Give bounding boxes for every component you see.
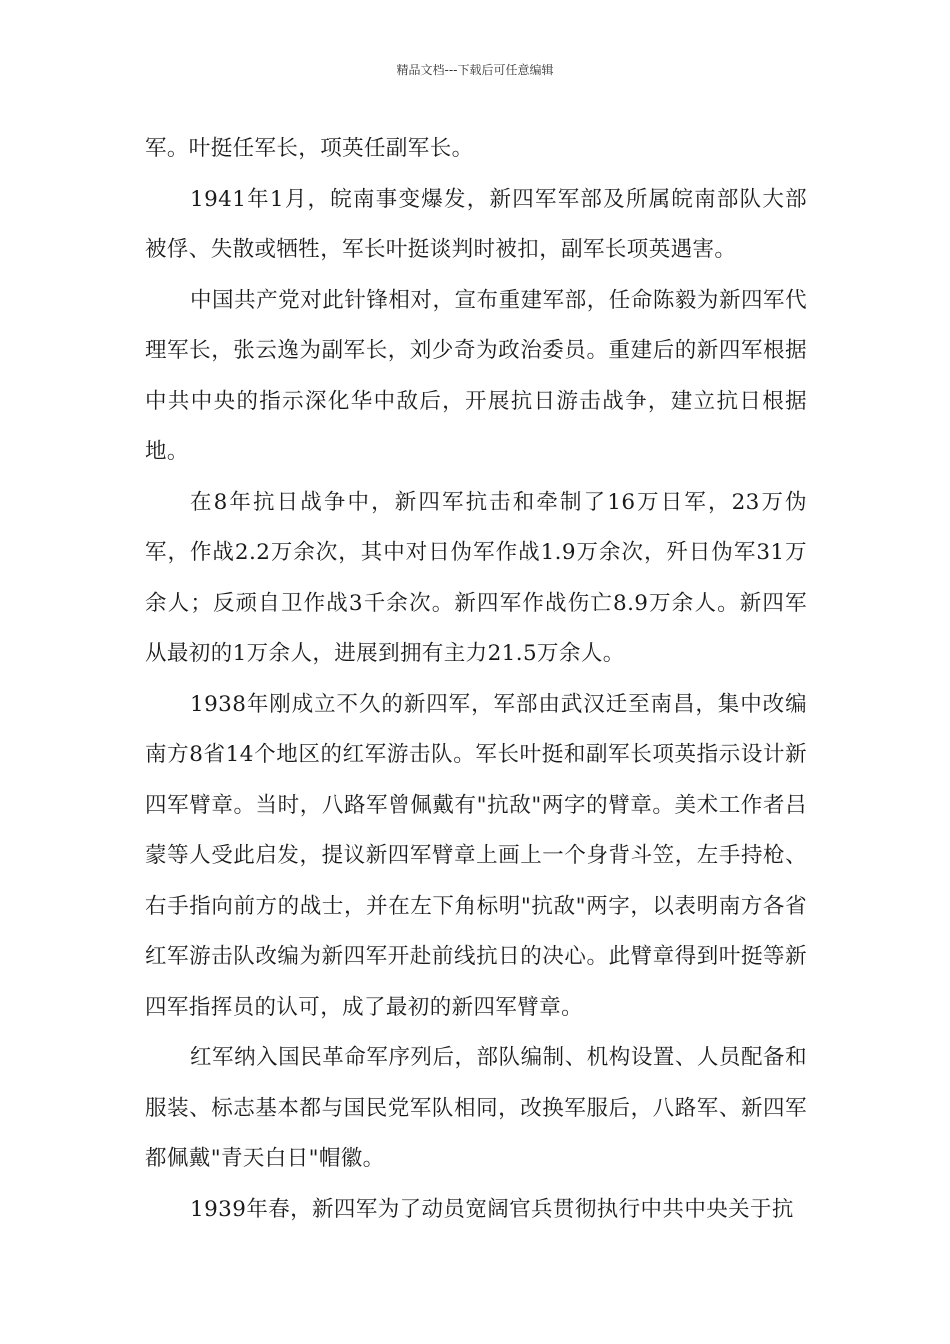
paragraph-6: 红军纳入国民革命军序列后，部队编制、机构设置、人员配备和服装、标志基本都与国民党军队相同，改换军服后，八路军、新四军都佩戴"青天白日"帽徽。: [145, 1045, 807, 1171]
paragraph-5: 1938年刚成立不久的新四军，军部由武汉迁至南昌，集中改编南方8省14个地区的红军游击队。军长叶挺和副军长项英指示设计新四军臂章。当时，八路军曾佩戴有"抗敌"两字的臂章。美术工作者吕蒙等人受此启发，提议新四军臂章上画上一个身背斗笠，左手持枪、右手指向前方的战士，并在左下角标明"抗敌"两字，以表明南方各省红军游击队改编为新四军开赴前线抗日的决心。此臂章得到叶挺等新四军指挥员的认可，成了最初的新四军臂章。: [145, 691, 807, 1020]
page-header: 精品文档---下载后可任意编辑: [396, 63, 554, 77]
paragraph-3: 中国共产党对此针锋相对，宣布重建军部，任命陈毅为新四军代理军长，张云逸为副军长，刘少奇为政治委员。重建后的新四军根据中共中央的指示深化华中敌后，开展抗日游击战争，建立抗日根据地。: [145, 287, 807, 464]
paragraph-4: 在8年抗日战争中，新四军抗击和牵制了16万日军，23万伪军，作战2.2万余次，其中对日伪军作战1.9万余次，歼日伪军31万余人；反顽自卫作战3千余次。新四军作战伤亡8.9万余人。新四军从最初的1万余人，进展到拥有主力21.5万余人。: [145, 489, 807, 666]
document-body: [145, 124, 807, 1235]
paragraph-1: 军。叶挺任军长，项英任副军长。: [145, 136, 474, 161]
paragraph-2: 1941年1月，皖南事变爆发，新四军军部及所属皖南部队大部被俘、失散或牺牲，军长叶挺谈判时被扣，副军长项英遇害。: [145, 186, 807, 262]
paragraph-7: 1939年春，新四军为了动员宽阔官兵贯彻执行中共中央关于抗: [190, 1196, 794, 1222]
